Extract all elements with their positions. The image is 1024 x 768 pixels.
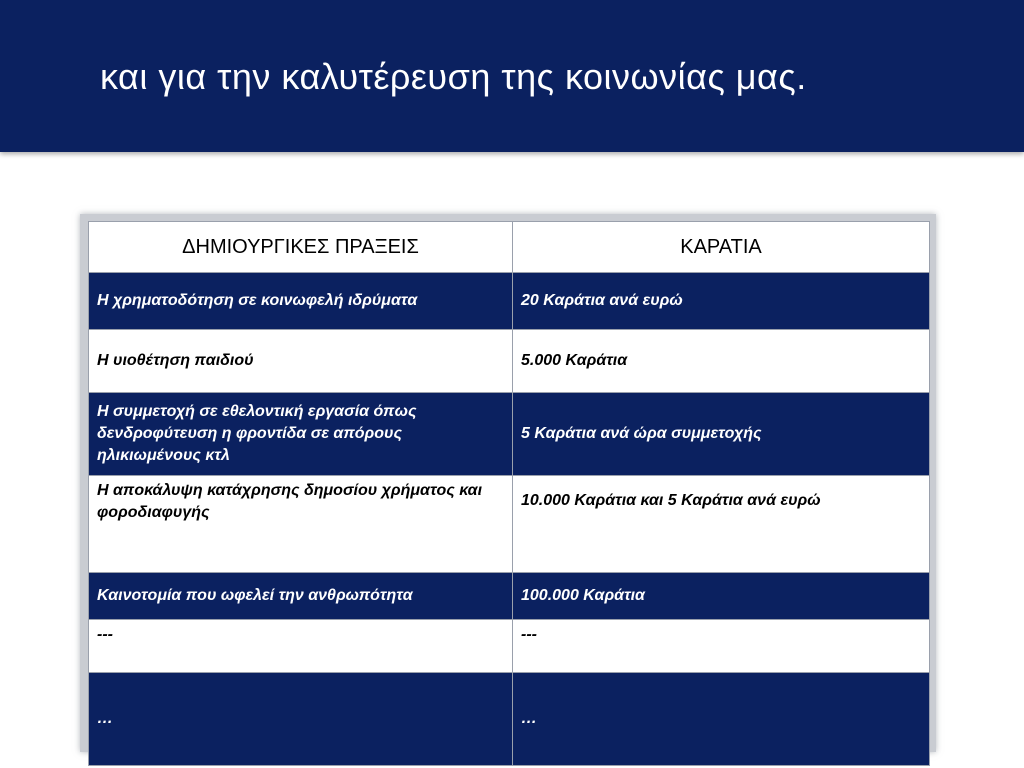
- table-row: [89, 330, 930, 393]
- reward-cell: 100.000 Καράτια: [513, 573, 930, 620]
- title-band: [0, 0, 1024, 152]
- action-cell: Η χρηματοδότηση σε κοινωφελή ιδρύματα: [89, 273, 513, 330]
- action-cell: Καινοτομία που ωφελεί την ανθρωπότητα: [89, 573, 513, 620]
- reward-cell: 10.000 Καράτια και 5 Καράτια ανά ευρώ: [513, 476, 930, 573]
- table-frame: [80, 214, 936, 752]
- header-karats: ΚΑΡΑΤΙΑ: [513, 222, 930, 273]
- reward-cell: …: [513, 673, 930, 766]
- action-cell: ---: [89, 620, 513, 673]
- action-cell: Η συμμετοχή σε εθελοντική εργασία όπως δενδροφύτευση η φροντίδα σε απόρους ηλικιωμένους κτλ: [89, 393, 513, 476]
- action-cell: Η υιοθέτηση παιδιού: [89, 330, 513, 393]
- action-cell: Η αποκάλυψη κατάχρησης δημοσίου χρήματος και φοροδιαφυγής: [89, 476, 513, 573]
- action-cell: …: [89, 673, 513, 766]
- reward-cell: 5 Καράτια ανά ώρα συμμετοχής: [513, 393, 930, 476]
- reward-cell: 20 Καράτια ανά ευρώ: [513, 273, 930, 330]
- header-actions: ΔΗΜΙΟΥΡΓΙΚΕΣ ΠΡΑΞΕΙΣ: [89, 222, 513, 273]
- slide-title: και για την καλυτέρευση της κοινωνίας μας.: [100, 56, 807, 97]
- table-row: [89, 673, 930, 766]
- table-row: [89, 393, 930, 476]
- rewards-table: [88, 221, 930, 766]
- reward-cell: ---: [513, 620, 930, 673]
- table-row: [89, 620, 930, 673]
- table-row: [89, 273, 930, 330]
- reward-cell: 5.000 Καράτια: [513, 330, 930, 393]
- table-header-row: [89, 222, 930, 273]
- table-row: [89, 476, 930, 573]
- table-row: [89, 573, 930, 620]
